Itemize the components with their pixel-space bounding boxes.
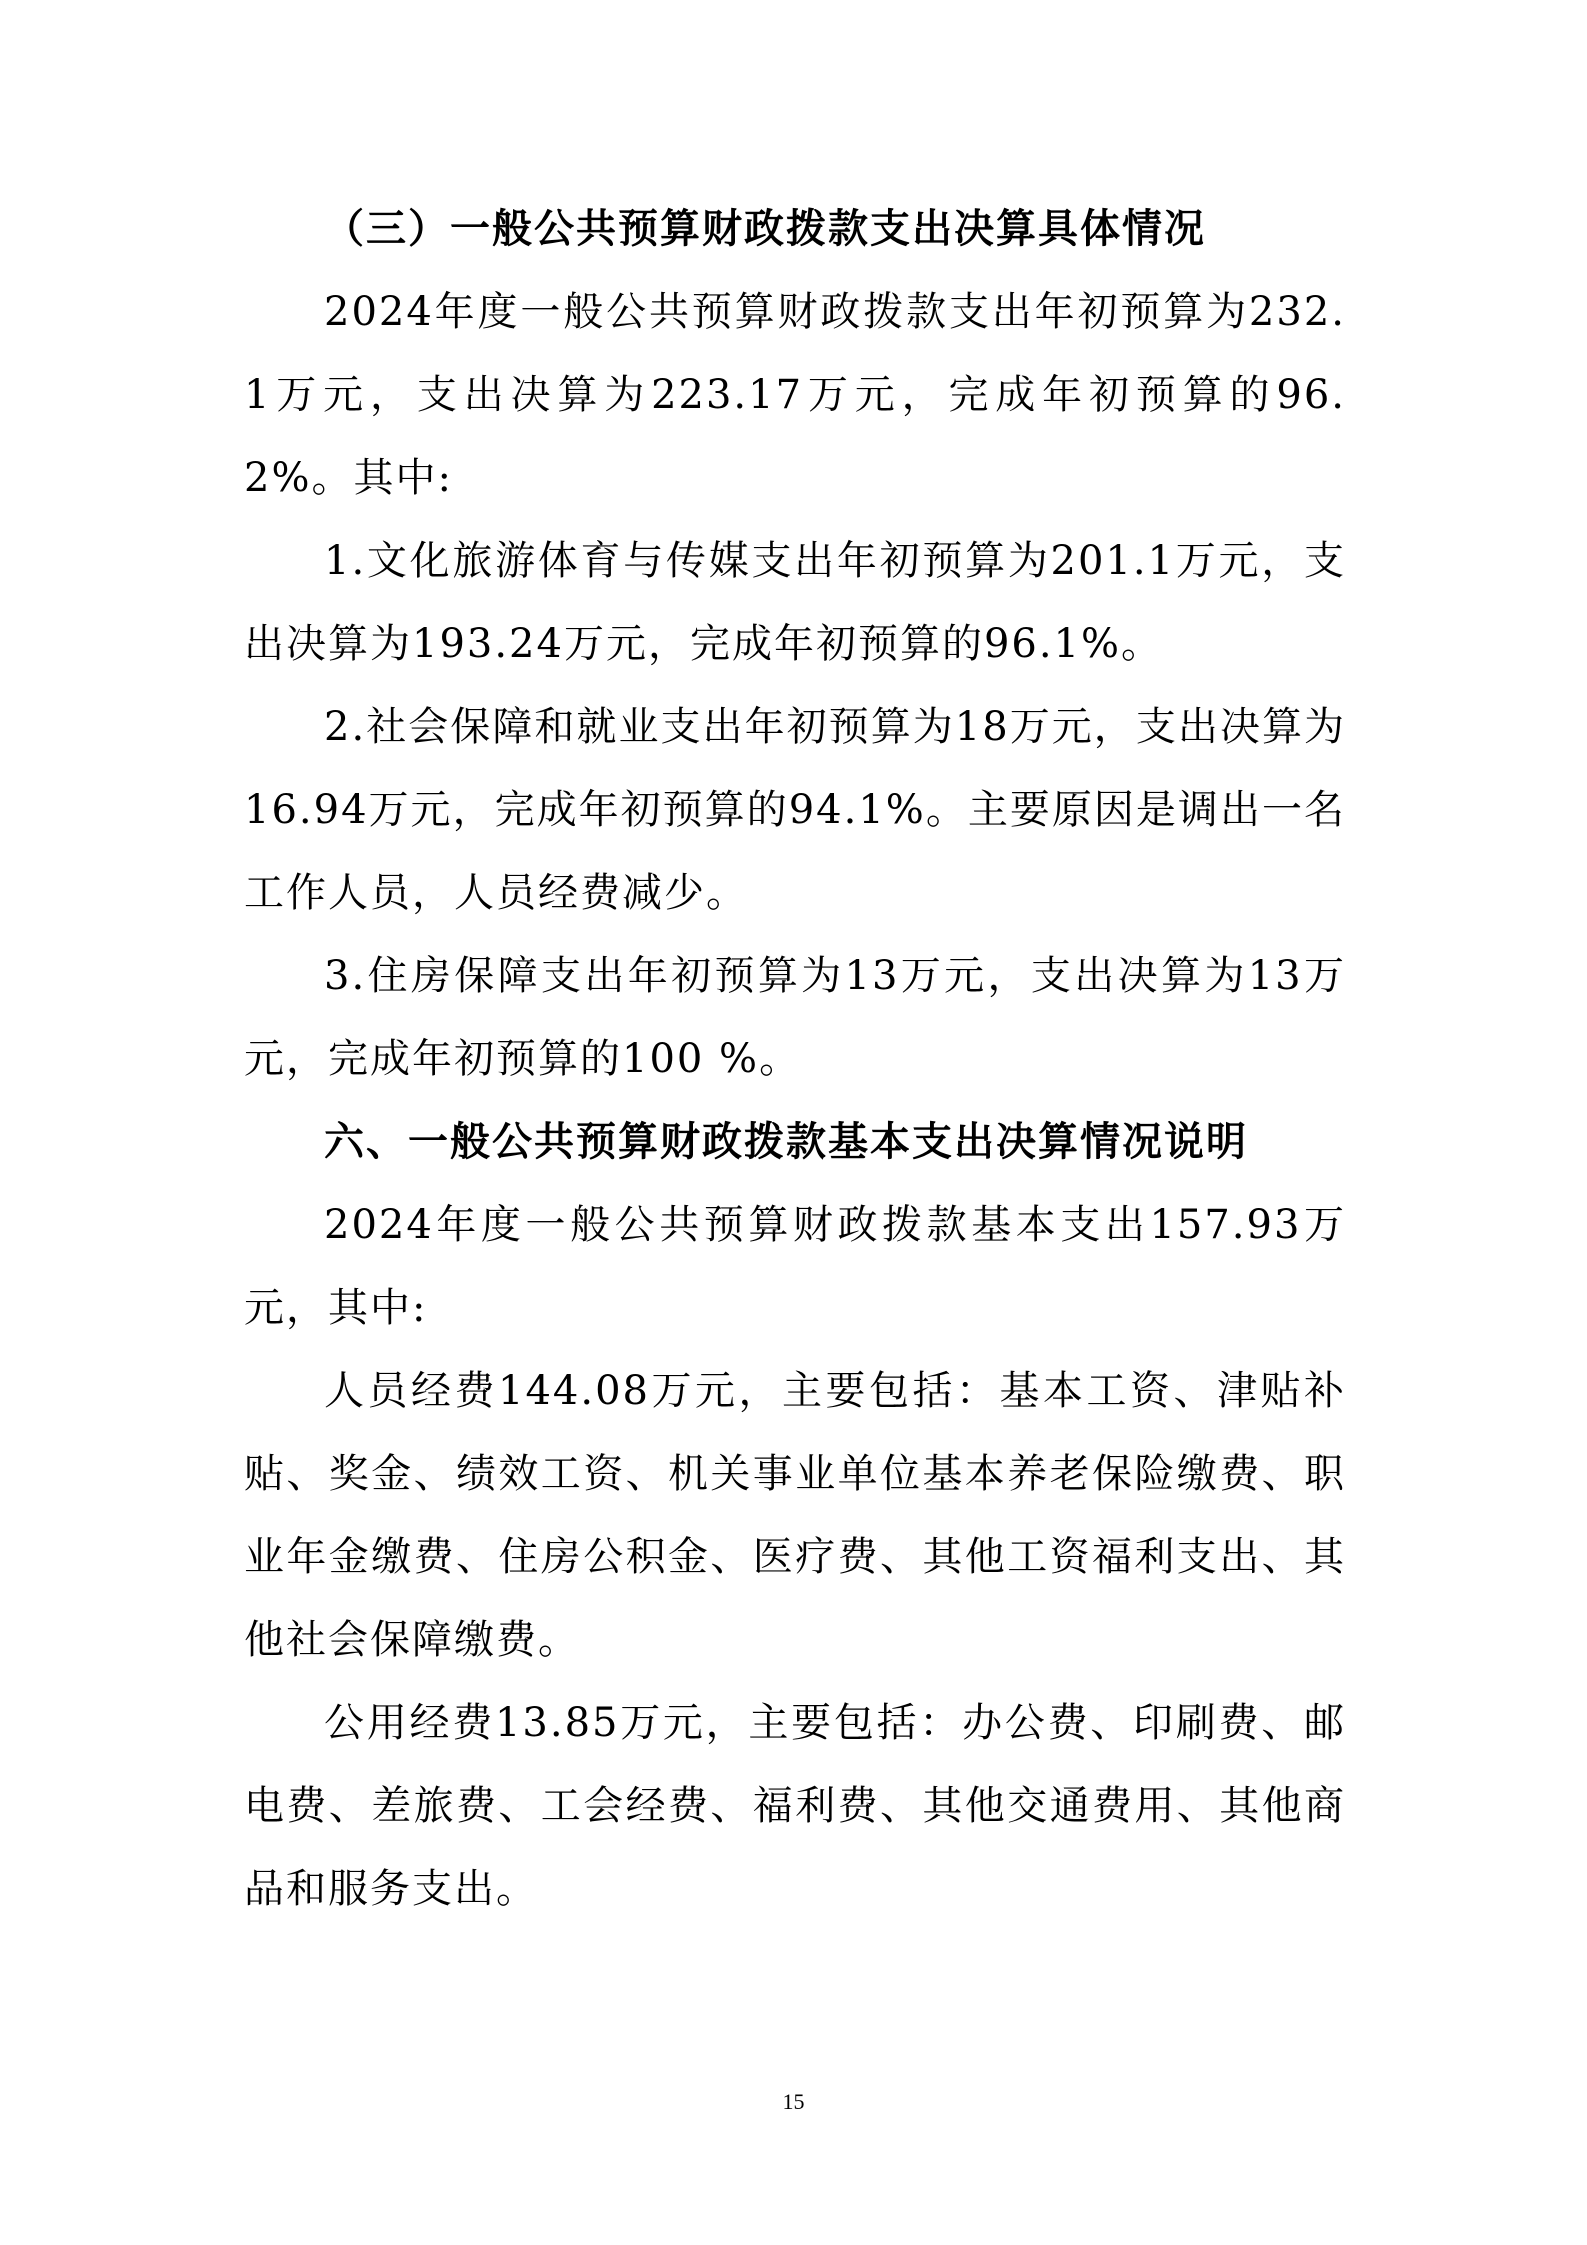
personnel-expense-paragraph: 人员经费144.08万元，主要包括：基本工资、津贴补贴、奖金、绩效工资、机关事业单位基本养老保险缴费、职业年金缴费、住房公积金、医疗费、其他工资福利支出、其他社会保障缴费。 bbox=[244, 1368, 1346, 1663]
page-number: 15 bbox=[782, 2089, 805, 2114]
document-body bbox=[244, 188, 1346, 1931]
section-heading-3: （三）一般公共预算财政拨款支出决算具体情况 bbox=[324, 206, 1206, 252]
summary-paragraph: 2024年度一般公共预算财政拨款支出年初预算为232.1万元，支出决算为223.17万元，完成年初预算的96.2%。其中: bbox=[244, 289, 1346, 501]
item-housing: 3.住房保障支出年初预算为13万元，支出决算为13万元，完成年初预算的100 %。 bbox=[244, 953, 1346, 1082]
item-culture-tourism: 1.文化旅游体育与传媒支出年初预算为201.1万元，支出决算为193.24万元，完成年初预算的96.1%。 bbox=[244, 538, 1346, 667]
section-heading-6: 六、一般公共预算财政拨款基本支出决算情况说明 bbox=[324, 1119, 1248, 1165]
basic-expenditure-paragraph: 2024年度一般公共预算财政拨款基本支出157.93万元，其中: bbox=[244, 1202, 1346, 1331]
item-social-security: 2.社会保障和就业支出年初预算为18万元，支出决算为16.94万元，完成年初预算的94.1%。主要原因是调出一名工作人员，人员经费减少。 bbox=[244, 704, 1346, 916]
public-expense-paragraph: 公用经费13.85万元，主要包括：办公费、印刷费、邮电费、差旅费、工会经费、福利费、其他交通费用、其他商品和服务支出。 bbox=[244, 1700, 1346, 1912]
